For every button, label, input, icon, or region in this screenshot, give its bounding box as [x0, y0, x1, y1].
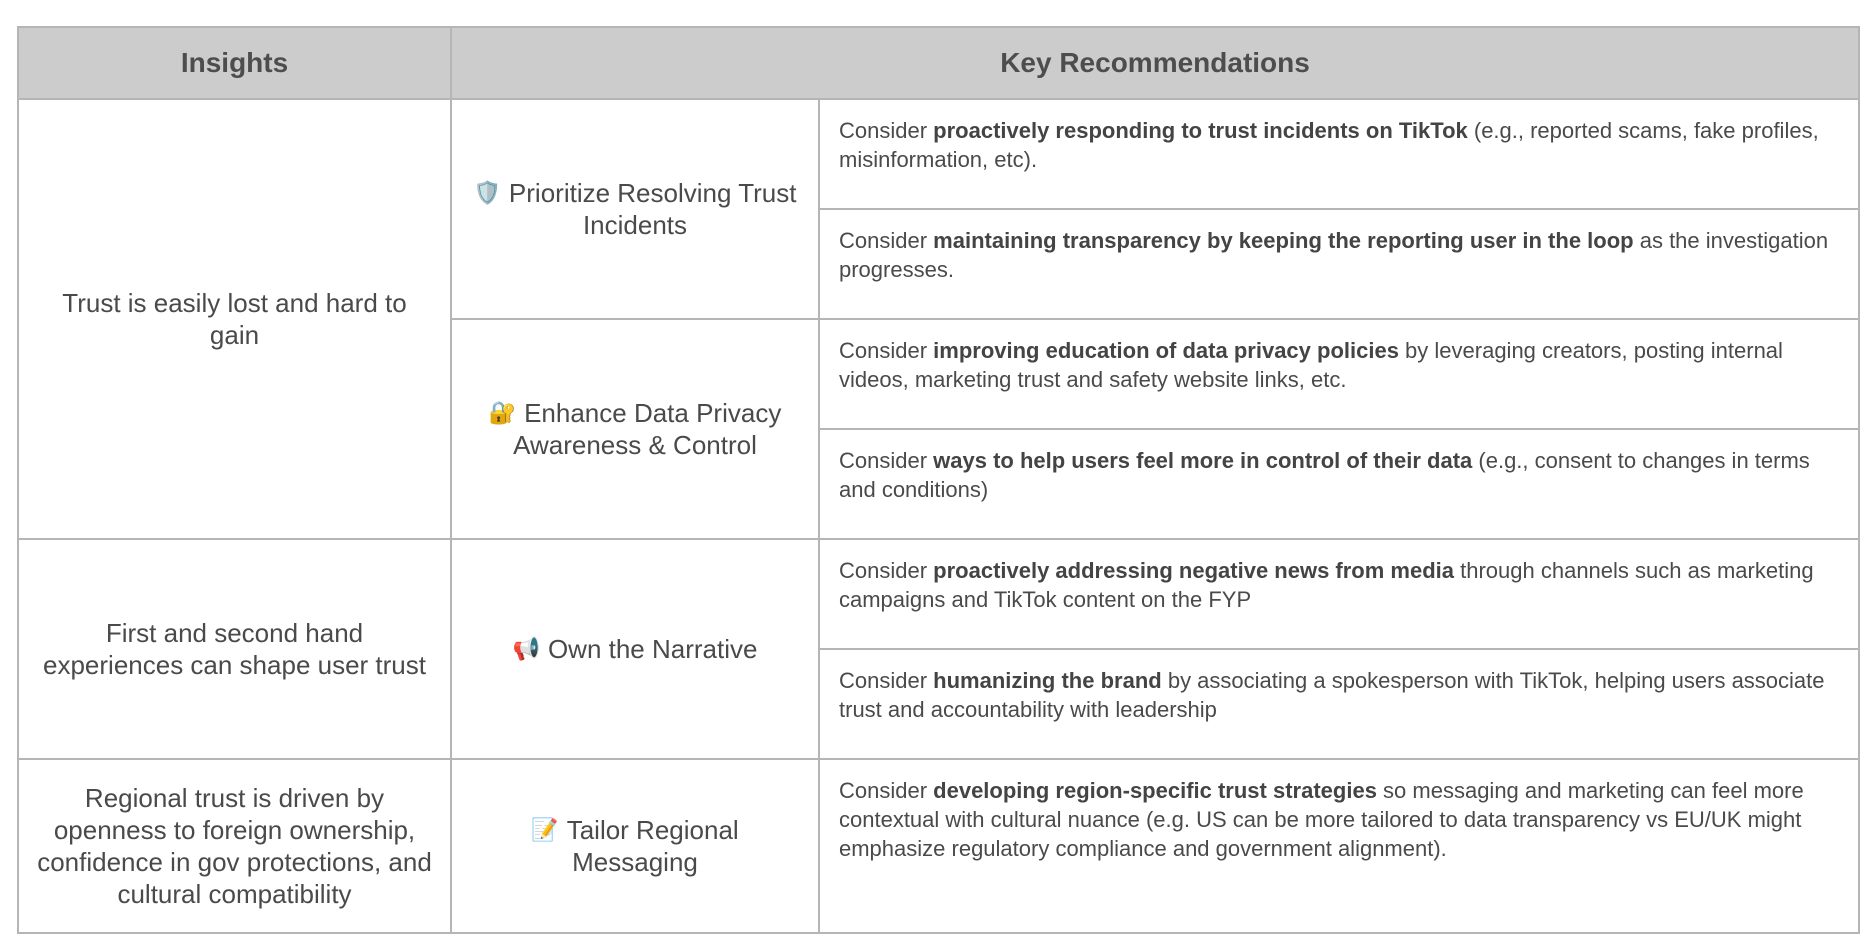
insight-cell: Trust is easily lost and hard to gain	[18, 99, 451, 539]
table-row	[18, 539, 1859, 649]
detail-text: so messaging and marketing can feel more contextual with cultural nuance (e.g. US can be more tailored to data transparency vs EU/UK might emphasize regulatory compliance and government alignment).	[839, 778, 1804, 861]
table-row	[18, 759, 1859, 933]
insight-cell: First and second hand experiences can shape user trust	[18, 539, 451, 759]
detail-text: (e.g., consent to changes in terms and conditions)	[839, 448, 1810, 502]
detail-text: through channels such as marketing campaigns and TikTok content on the FYP	[839, 558, 1814, 612]
detail-emphasis: improving education of data privacy policies	[933, 338, 1399, 363]
detail-cell	[819, 209, 1859, 319]
detail-text: as the investigation progresses.	[839, 228, 1829, 282]
detail-cell	[819, 539, 1859, 649]
detail-cell	[819, 319, 1859, 429]
table-row	[18, 99, 1859, 209]
recommendation-cell	[451, 99, 819, 319]
key-recommendations-header: Key Recommendations	[451, 27, 1859, 99]
megaphone-icon: 📢	[512, 636, 540, 661]
detail-cell	[819, 99, 1859, 209]
detail-emphasis: proactively responding to trust incidents on TikTok	[933, 118, 1468, 143]
detail-text: by leveraging creators, posting internal videos, marketing trust and safety website links, etc.	[839, 338, 1783, 392]
recommendation-cell	[451, 759, 819, 933]
recommendation-label: Own the Narrative	[547, 634, 758, 664]
recommendation-cell	[451, 539, 819, 759]
insights-recommendations-table	[17, 26, 1860, 934]
insights-header: Insights	[18, 27, 451, 99]
detail-emphasis: developing region-specific trust strategies	[933, 778, 1377, 803]
detail-emphasis: ways to help users feel more in control of their data	[933, 448, 1473, 473]
recommendation-label: Tailor Regional Messaging	[566, 815, 739, 877]
memo-icon: 📝	[531, 817, 559, 842]
insight-cell: Regional trust is driven by openness to foreign ownership, confidence in gov protections, and cultural compatibility	[18, 759, 451, 933]
detail-text: by associating a spokesperson with TikTok, helping users associate trust and accountability with leadership	[839, 668, 1825, 722]
detail-emphasis: maintaining transparency by keeping the reporting user in the loop	[933, 228, 1634, 253]
recommendation-label: Enhance Data Privacy Awareness & Control	[513, 398, 782, 460]
shield-icon: 🛡️	[473, 180, 501, 205]
recommendation-label: Prioritize Resolving Trust Incidents	[508, 178, 797, 240]
detail-text: (e.g., reported scams, fake profiles, misinformation, etc).	[839, 118, 1819, 172]
detail-cell	[819, 429, 1859, 539]
detail-cell	[819, 759, 1859, 933]
detail-prefix: Consider	[839, 668, 934, 693]
detail-cell	[819, 649, 1859, 759]
detail-prefix: Consider	[839, 338, 934, 363]
detail-prefix: Consider	[839, 228, 934, 253]
detail-prefix: Consider	[839, 558, 934, 583]
detail-emphasis: humanizing the brand	[933, 668, 1162, 693]
detail-prefix: Consider	[839, 118, 934, 143]
recommendation-cell	[451, 319, 819, 539]
detail-prefix: Consider	[839, 778, 934, 803]
detail-emphasis: proactively addressing negative news from media	[933, 558, 1455, 583]
header-row	[18, 27, 1859, 99]
lock-with-key-icon: 🔐	[488, 400, 517, 425]
detail-prefix: Consider	[839, 448, 934, 473]
